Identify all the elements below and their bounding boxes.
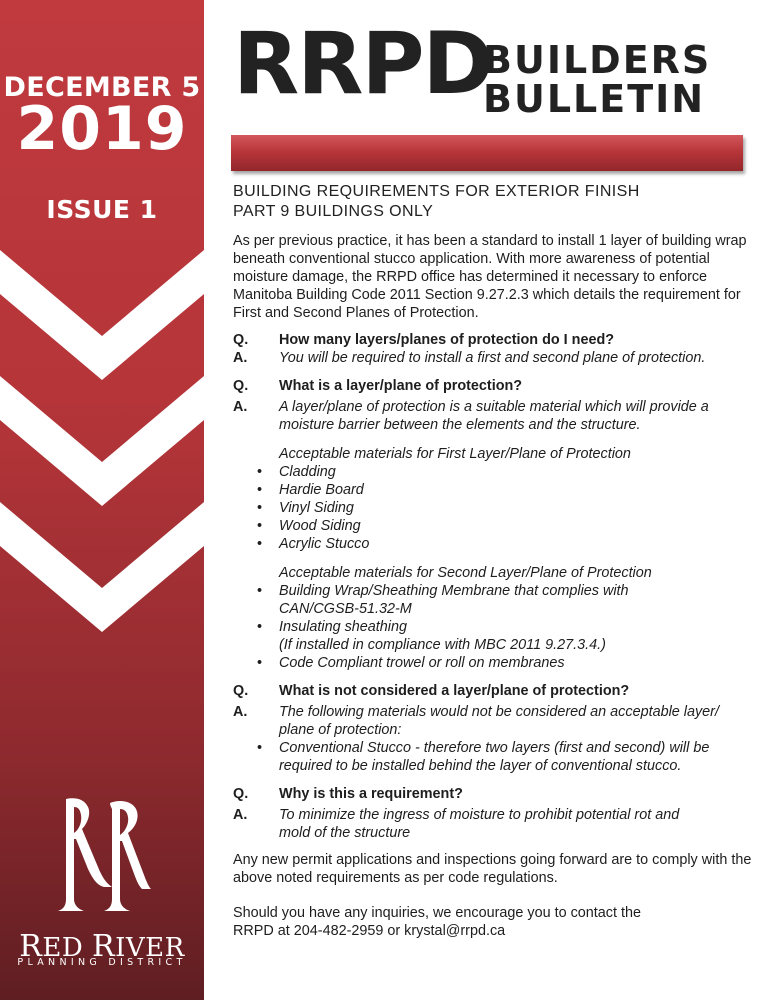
masthead-builders: BUILDERS (483, 38, 712, 82)
logo-letter: R (19, 929, 43, 964)
qa-block (233, 682, 753, 775)
qa-block (233, 377, 753, 672)
answer-row (233, 703, 753, 739)
answer-label: A. (233, 704, 248, 720)
second-plane-list (257, 582, 753, 672)
list-item-line: (If installed in compliance with MBC 2011 9.27.3.4.) (279, 637, 606, 653)
sidebar-panel (0, 0, 204, 1000)
answer-label: A. (233, 807, 248, 823)
masthead-bulletin: BULLETIN (483, 77, 706, 121)
question-label: Q. (233, 786, 249, 802)
list-item: • Wood Siding (257, 517, 753, 535)
question-row (233, 682, 753, 700)
header-divider-bar (231, 135, 743, 171)
question-row (233, 331, 753, 349)
list-item (257, 618, 753, 654)
closing-paragraph: Any new permit applications and inspections going forward are to comply with the above noted requirements as per code regulations. (233, 852, 752, 886)
first-plane-list (257, 463, 753, 553)
list-item-line: • Building Wrap/Sheathing Membrane that complies with (279, 583, 629, 599)
list-item (257, 582, 753, 618)
question-text: What is not considered a layer/plane of protection? (279, 683, 630, 699)
qa-block (233, 785, 753, 842)
question-text: How many layers/planes of protection do I need? (279, 332, 615, 348)
chevron-stripe-3 (0, 502, 204, 632)
chevron-stripe-2 (0, 376, 204, 506)
answer-text: The following materials would not be considered an acceptable layer/ plane of protection: (279, 704, 719, 738)
logo-word-part: IVER (115, 933, 185, 963)
answer-label: A. (233, 350, 248, 366)
answer-text: A layer/plane of protection is a suitable material which will provide a moisture barrier between the elements and the structure. (279, 399, 709, 433)
issue-number: ISSUE 1 (46, 195, 158, 224)
question-text: Why is this a requirement? (279, 786, 463, 802)
answer-row (233, 349, 753, 367)
issue-year: 2019 (16, 94, 188, 164)
second-plane-heading: Acceptable materials for Second Layer/Plane of Protection (279, 565, 652, 581)
first-plane-heading: Acceptable materials for First Layer/Plane of Protection (279, 446, 631, 462)
answer-text: You will be required to install a first and second plane of protection. (279, 350, 706, 366)
list-item: • Acrylic Stucco (257, 535, 753, 553)
chevron-decoration (0, 250, 204, 640)
logo-subtitle: PLANNING DISTRICT (17, 957, 187, 968)
contact-paragraph: Should you have any inquiries, we encourage you to contact the RRPD at 204-482-2959 or krystal@rrpd.ca (233, 905, 642, 939)
rrpd-logo-icon (52, 795, 152, 917)
qa-block (233, 331, 753, 367)
list-item: • Code Compliant trowel or roll on membranes (257, 654, 753, 672)
question-row (233, 785, 753, 803)
article-title (233, 182, 753, 222)
list-item: • Vinyl Siding (257, 499, 753, 517)
answer-row (233, 398, 753, 434)
not-acceptable-list (257, 739, 753, 775)
question-label: Q. (233, 378, 249, 394)
logo-letter: R (91, 929, 116, 964)
article-title-line: BUILDING REQUIREMENTS FOR EXTERIOR FINISH (233, 183, 640, 200)
question-label: Q. (233, 683, 249, 699)
question-label: Q. (233, 332, 249, 348)
issue-date: DECEMBER 5 (3, 72, 201, 103)
list-item-line: • Insulating sheathing (279, 619, 408, 635)
list-item: • Conventional Stucco - therefore two layers (first and second) will be required to be installed behind the layer of conventional stucco. (257, 739, 713, 775)
question-row (233, 377, 753, 395)
answer-label: A. (233, 399, 248, 415)
article-subtitle-line: PART 9 BUILDINGS ONLY (233, 203, 434, 220)
question-text: What is a layer/plane of protection? (279, 378, 523, 394)
list-item-line: CAN/CGSB-51.32-M (279, 601, 412, 617)
masthead-rrpd: RRPD (233, 14, 492, 114)
list-item: • Cladding (257, 463, 753, 481)
logo-word-part: ED (42, 933, 92, 963)
chevron-stripe-1 (0, 250, 204, 380)
answer-text: To minimize the ingress of moisture to prohibit potential rot and mold of the structure (279, 807, 680, 841)
intro-paragraph: As per previous practice, it has been a standard to install 1 layer of building wrap beneath conventional stucco application. With more awareness of potential moisture damage, the RRPD office has determined it necessary to enforce Manitoba Building Code 2011 Section 9.27.2.3 which details the requirement for First and Second Planes of Protection. (233, 233, 747, 321)
answer-row (233, 806, 753, 842)
list-item: • Hardie Board (257, 481, 753, 499)
article-body (233, 182, 753, 940)
